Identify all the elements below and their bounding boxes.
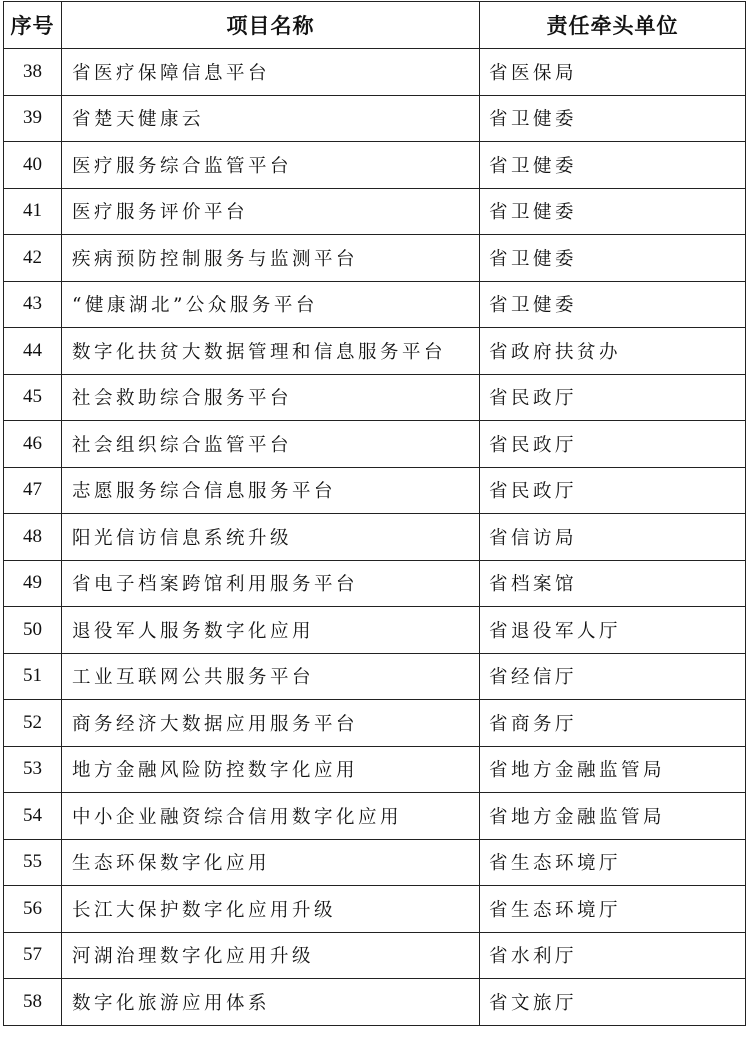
serial-number-cell: 44 [4, 328, 62, 375]
responsible-unit-cell: 省经信厅 [480, 653, 746, 700]
project-name-cell: 地方金融风险防控数字化应用 [62, 746, 480, 793]
project-name-cell: 中小企业融资综合信用数字化应用 [62, 793, 480, 840]
table-header [4, 2, 746, 49]
project-name-cell: 疾病预防控制服务与监测平台 [62, 235, 480, 282]
responsible-unit-cell: 省生态环境厅 [480, 839, 746, 886]
serial-number-cell: 49 [4, 560, 62, 607]
responsible-unit-cell: 省政府扶贫办 [480, 328, 746, 375]
serial-number-cell: 58 [4, 979, 62, 1026]
project-name-cell: 退役军人服务数字化应用 [62, 607, 480, 654]
responsible-unit-cell: 省商务厅 [480, 700, 746, 747]
responsible-unit-cell: 省卫健委 [480, 95, 746, 142]
project-name-cell: 省电子档案跨馆利用服务平台 [62, 560, 480, 607]
responsible-unit-cell: 省信访局 [480, 514, 746, 561]
table-row [4, 235, 746, 282]
project-name-cell: 数字化扶贫大数据管理和信息服务平台 [62, 328, 480, 375]
header-project-name: 项目名称 [62, 2, 480, 49]
responsible-unit-cell: 省地方金融监管局 [480, 793, 746, 840]
project-name-cell: 志愿服务综合信息服务平台 [62, 467, 480, 514]
table-row [4, 328, 746, 375]
project-name-cell: 工业互联网公共服务平台 [62, 653, 480, 700]
responsible-unit-cell: 省退役军人厅 [480, 607, 746, 654]
project-name-cell: 生态环保数字化应用 [62, 839, 480, 886]
table-row [4, 467, 746, 514]
responsible-unit-cell: 省卫健委 [480, 188, 746, 235]
serial-number-cell: 56 [4, 886, 62, 933]
serial-number-cell: 40 [4, 142, 62, 189]
table-row [4, 932, 746, 979]
responsible-unit-cell: 省医保局 [480, 49, 746, 96]
table-row [4, 746, 746, 793]
serial-number-cell: 39 [4, 95, 62, 142]
table-row [4, 188, 746, 235]
header-responsible-unit: 责任牵头单位 [480, 2, 746, 49]
table-row [4, 374, 746, 421]
serial-number-cell: 42 [4, 235, 62, 282]
table-row [4, 653, 746, 700]
project-name-cell: 社会组织综合监管平台 [62, 421, 480, 468]
responsible-unit-cell: 省档案馆 [480, 560, 746, 607]
table-body [4, 49, 746, 1026]
serial-number-cell: 53 [4, 746, 62, 793]
table-row [4, 700, 746, 747]
table-row [4, 979, 746, 1026]
serial-number-cell: 57 [4, 932, 62, 979]
project-name-cell: 数字化旅游应用体系 [62, 979, 480, 1026]
project-table [3, 1, 746, 1026]
serial-number-cell: 48 [4, 514, 62, 561]
project-name-cell: 河湖治理数字化应用升级 [62, 932, 480, 979]
project-name-cell: 社会救助综合服务平台 [62, 374, 480, 421]
serial-number-cell: 52 [4, 700, 62, 747]
table-row [4, 421, 746, 468]
project-name-cell: “健康湖北”公众服务平台 [62, 281, 480, 328]
responsible-unit-cell: 省水利厅 [480, 932, 746, 979]
responsible-unit-cell: 省民政厅 [480, 467, 746, 514]
serial-number-cell: 54 [4, 793, 62, 840]
responsible-unit-cell: 省卫健委 [480, 281, 746, 328]
table-row [4, 886, 746, 933]
table-row [4, 560, 746, 607]
responsible-unit-cell: 省生态环境厅 [480, 886, 746, 933]
responsible-unit-cell: 省文旅厅 [480, 979, 746, 1026]
table-row [4, 281, 746, 328]
project-name-cell: 医疗服务综合监管平台 [62, 142, 480, 189]
table-row [4, 607, 746, 654]
responsible-unit-cell: 省民政厅 [480, 374, 746, 421]
project-name-cell: 阳光信访信息系统升级 [62, 514, 480, 561]
serial-number-cell: 38 [4, 49, 62, 96]
table-row [4, 514, 746, 561]
project-name-cell: 商务经济大数据应用服务平台 [62, 700, 480, 747]
serial-number-cell: 47 [4, 467, 62, 514]
responsible-unit-cell: 省民政厅 [480, 421, 746, 468]
project-name-cell: 省楚天健康云 [62, 95, 480, 142]
responsible-unit-cell: 省卫健委 [480, 142, 746, 189]
responsible-unit-cell: 省卫健委 [480, 235, 746, 282]
responsible-unit-cell: 省地方金融监管局 [480, 746, 746, 793]
serial-number-cell: 55 [4, 839, 62, 886]
serial-number-cell: 45 [4, 374, 62, 421]
project-name-cell: 省医疗保障信息平台 [62, 49, 480, 96]
serial-number-cell: 41 [4, 188, 62, 235]
table-row [4, 49, 746, 96]
serial-number-cell: 43 [4, 281, 62, 328]
project-name-cell: 医疗服务评价平台 [62, 188, 480, 235]
header-row [4, 2, 746, 49]
project-name-cell: 长江大保护数字化应用升级 [62, 886, 480, 933]
table-row [4, 95, 746, 142]
serial-number-cell: 46 [4, 421, 62, 468]
table-row [4, 142, 746, 189]
serial-number-cell: 51 [4, 653, 62, 700]
table-row [4, 839, 746, 886]
header-serial-number: 序号 [4, 2, 62, 49]
serial-number-cell: 50 [4, 607, 62, 654]
table-row [4, 793, 746, 840]
